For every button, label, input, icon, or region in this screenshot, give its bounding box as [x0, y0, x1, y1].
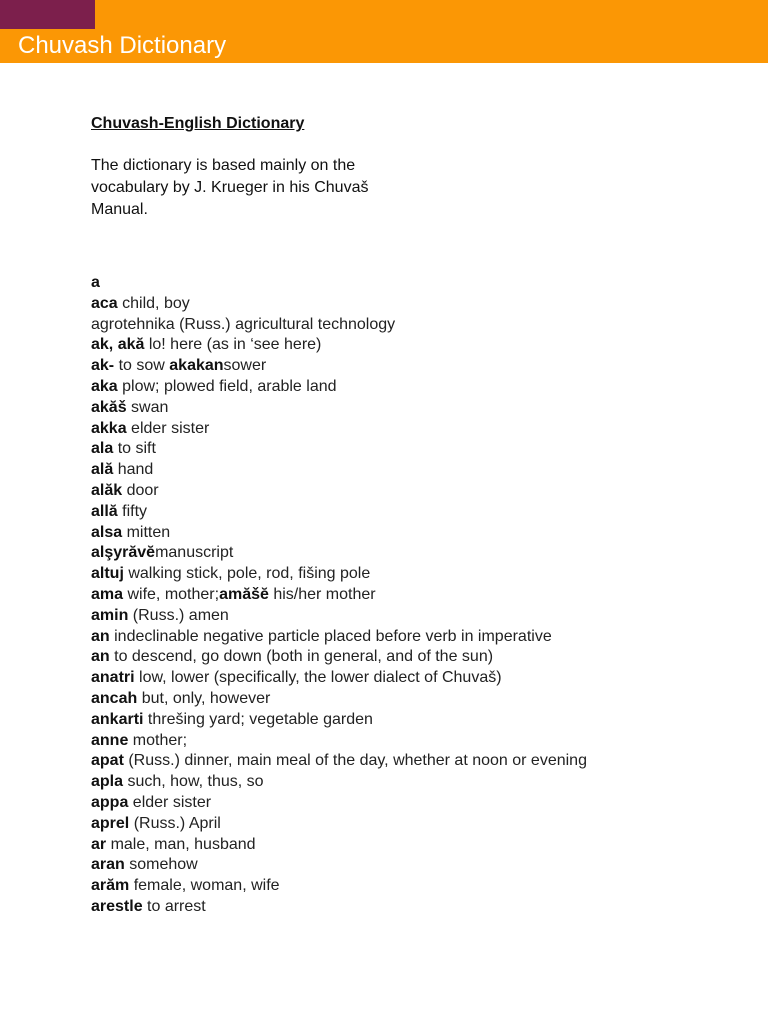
entry-headword: ală: [91, 461, 114, 479]
entry-headword: appa: [91, 793, 129, 811]
dictionary-entry: [91, 710, 751, 731]
dictionary-entry: [91, 793, 751, 814]
entry-definition: but, only, however: [137, 689, 271, 707]
dictionary-entry: [91, 731, 751, 752]
dictionary-entry: [91, 502, 751, 523]
dictionary-entry: [91, 668, 751, 689]
entry-definition: mother;: [128, 731, 188, 749]
dictionary-entry: [91, 876, 751, 897]
entry-definition: to descend, go down (both in general, and of the sun): [109, 648, 494, 666]
dictionary-entry: [91, 460, 751, 481]
entry-definition: somehow: [124, 856, 198, 874]
document-title: Chuvash Dictionary: [18, 32, 227, 59]
entry-headword: ama: [91, 585, 124, 603]
entry-definition: fifty: [117, 502, 148, 520]
entry-definition: low, lower (specifically, the lower dialect of Chuvaš): [134, 669, 502, 687]
dictionary-entry: [91, 855, 751, 876]
document-intro-section: [91, 114, 751, 221]
entry-headword: altuj: [91, 565, 124, 583]
entry-headword: an: [91, 648, 110, 666]
entry-definition: threšing yard; vegetable garden: [143, 710, 373, 728]
dictionary-entry: [91, 897, 751, 918]
entry-headword: an: [91, 627, 110, 645]
entry-headword: aca: [91, 294, 118, 312]
entry-definition: male, man, husband: [106, 835, 256, 853]
dictionary-entry: [91, 585, 751, 606]
dictionary-entry: [91, 356, 751, 377]
entry-headword: ak, akă: [91, 336, 145, 354]
entry-definition: (Russ.) amen: [128, 606, 229, 624]
entry-definition: sower: [223, 357, 267, 375]
entry-headword: aka: [91, 377, 118, 395]
entry-definition: his/her mother: [268, 585, 376, 603]
header-bar: [0, 0, 768, 63]
entry-definition: agrotehnika (Russ.) agricultural technology: [91, 315, 396, 333]
entry-definition: to arrest: [142, 897, 206, 915]
dictionary-entry: [91, 689, 751, 710]
dictionary-entry: [91, 564, 751, 585]
entry-headword: aran: [91, 856, 125, 874]
entry-definition: to sift: [113, 440, 156, 458]
entry-definition: swan: [126, 398, 169, 416]
entry-definition: (Russ.) dinner, main meal of the day, whether at noon or evening: [123, 752, 587, 770]
entry-headword: alăk: [91, 481, 123, 499]
entry-definition: mitten: [122, 523, 171, 541]
dictionary-entry: [91, 419, 751, 440]
dictionary-entry: [91, 377, 751, 398]
entry-definition: child, boy: [117, 294, 190, 312]
entry-definition: (Russ.) April: [129, 814, 221, 832]
dictionary-entry: [91, 647, 751, 668]
entry-definition: hand: [113, 461, 154, 479]
entry-headword: arăm: [91, 877, 130, 895]
entry-headword: ala: [91, 440, 114, 458]
dictionary-entry: [91, 606, 751, 627]
entry-headword: amin: [91, 606, 129, 624]
entry-definition: indeclinable negative particle placed before verb in imperative: [109, 627, 552, 645]
header-accent-tab: [0, 0, 95, 29]
dictionary-entry: [91, 481, 751, 502]
entry-definition: manuscript: [155, 544, 234, 562]
entry-definition: plow; plowed field, arable land: [117, 377, 337, 395]
entry-definition: such, how, thus, so: [123, 773, 264, 791]
dictionary-entry: [91, 523, 751, 544]
entry-definition: elder sister: [126, 419, 210, 437]
dictionary-heading: Chuvash-English Dictionary: [91, 115, 305, 132]
entry-headword: arestle: [91, 897, 143, 915]
dictionary-entry: [91, 294, 751, 315]
entry-headword: akka: [91, 419, 127, 437]
entry-headword: ak-: [91, 357, 115, 375]
entry-headword: allă: [91, 502, 118, 520]
entry-headword: apla: [91, 773, 124, 791]
dictionary-entry: [91, 627, 751, 648]
dictionary-entry: [91, 814, 751, 835]
entry-definition: walking stick, pole, rod, fišing pole: [123, 565, 371, 583]
entry-headword: akăš: [91, 398, 127, 416]
entry-definition: elder sister: [128, 793, 212, 811]
entry-definition: female, woman, wife: [129, 877, 280, 895]
dictionary-entry-list: [91, 273, 751, 918]
entry-headword: apat: [91, 752, 124, 770]
entry-headword: aprel: [91, 814, 130, 832]
entry-headword: alşyrăvĕ: [91, 544, 156, 562]
dictionary-entry: [91, 335, 751, 356]
entry-definition: lo! here (as in ‘see here): [144, 336, 322, 354]
dictionary-entry: [91, 543, 751, 564]
entry-headword: amăšĕ: [219, 585, 269, 603]
intro-paragraph: The dictionary is based mainly on the vocabulary by J. Krueger in his Chuvaš Manual.: [91, 157, 369, 218]
entry-definition: to sow: [114, 357, 170, 375]
entry-headword: anne: [91, 731, 129, 749]
entry-definition: door: [122, 481, 159, 499]
entry-headword: anatri: [91, 669, 135, 687]
dictionary-entry: [91, 439, 751, 460]
dictionary-entry: [91, 273, 751, 294]
entry-headword: ancah: [91, 689, 138, 707]
entry-headword: a: [91, 274, 100, 291]
dictionary-entry: [91, 398, 751, 419]
dictionary-entry: [91, 315, 751, 336]
dictionary-entry: [91, 835, 751, 856]
dictionary-entry: [91, 751, 751, 772]
entry-headword: ar: [91, 835, 107, 853]
entry-headword: akakan: [169, 357, 224, 375]
entry-headword: alsa: [91, 523, 123, 541]
dictionary-entry: [91, 772, 751, 793]
entry-headword: ankarti: [91, 710, 144, 728]
entry-definition: wife, mother;: [123, 585, 220, 603]
